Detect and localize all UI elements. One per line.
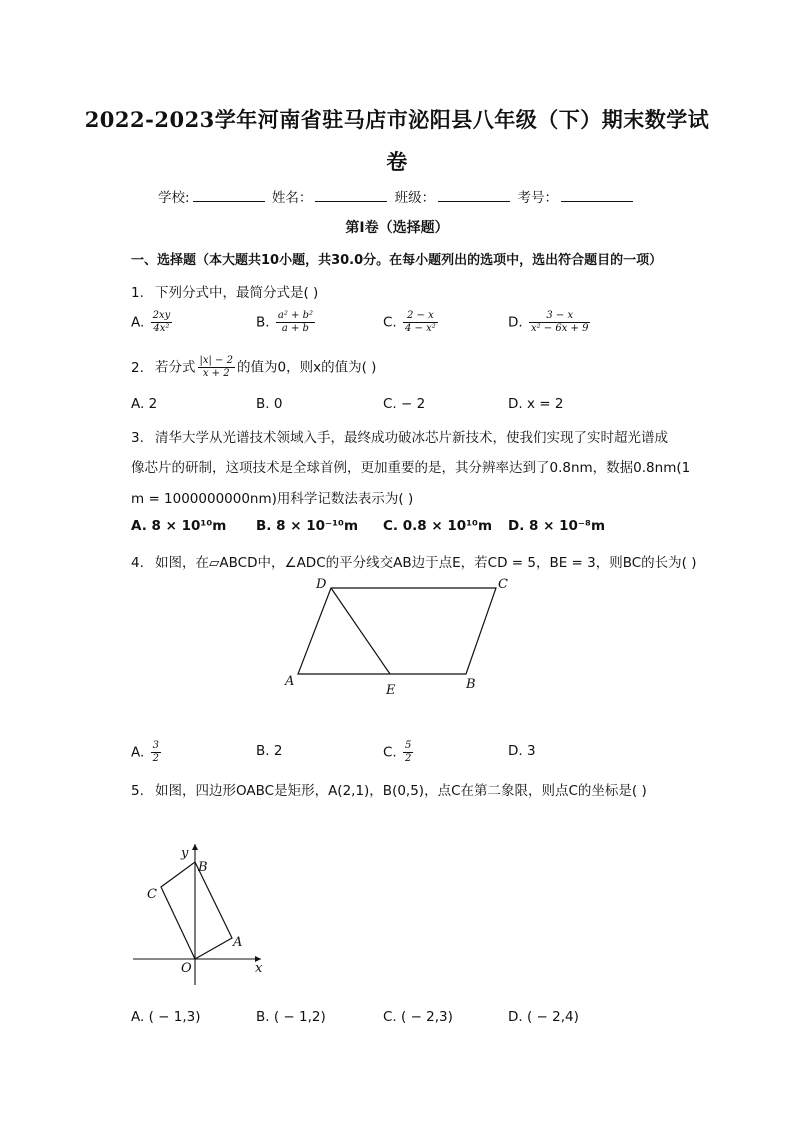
rectangle-oabc — [161, 862, 232, 959]
page-title-line2: 卷 — [386, 149, 408, 174]
q5-option-d[interactable]: D. ( − 2,4) — [508, 1009, 579, 1025]
part-title: 第Ⅰ卷（选择题） — [345, 220, 449, 236]
question-text: 如图，在▱ABCD中，∠ADC的平分线交AB边于点E，若CD = 5，BE = 3，则BC的长为( ) — [155, 555, 697, 571]
q1-option-c[interactable] — [383, 310, 440, 335]
q1-option-b[interactable] — [256, 310, 317, 335]
option-label: C. — [383, 744, 397, 761]
denominator: x² − 6x + 9 — [530, 323, 589, 334]
fraction — [151, 310, 173, 335]
q3-option-c[interactable]: C. 0.8 × 10¹⁰m — [383, 518, 493, 534]
student-info-row — [0, 186, 794, 206]
class-blank[interactable] — [438, 189, 510, 202]
coordinate-figure — [125, 838, 275, 988]
q5-option-b[interactable]: B. ( − 1,2) — [256, 1009, 326, 1025]
denominator: 2 — [405, 753, 412, 764]
question-1 — [131, 281, 318, 301]
numerator: 5 — [405, 740, 412, 751]
label-o: O — [181, 961, 192, 976]
denominator: 2 — [152, 753, 159, 764]
question-2 — [131, 355, 376, 380]
label-a: A — [285, 674, 295, 689]
question-number: 3. — [131, 430, 144, 446]
denominator: a + b — [281, 323, 309, 334]
option-label: A. — [131, 744, 145, 761]
question-3 — [131, 426, 668, 446]
y-axis-arrow — [192, 844, 198, 850]
q2-option-a[interactable]: A. 2 — [131, 396, 158, 412]
question-number: 1. — [131, 285, 144, 301]
question-3-line2: 像芯片的研制，这项技术是全球首例，更加重要的是，其分辨率达到了0.8nm，数据0.8nm(1 — [131, 460, 691, 476]
q2-option-d[interactable]: D. x = 2 — [508, 396, 564, 412]
q4-option-d[interactable]: D. 3 — [508, 743, 536, 759]
q4-option-a[interactable] — [131, 740, 163, 765]
exam-number-label: 考号： — [517, 190, 558, 206]
question-text-pre: 若分式 — [155, 359, 196, 376]
fraction — [198, 355, 235, 380]
q3-option-d[interactable]: D. 8 × 10⁻⁸m — [508, 518, 606, 534]
question-number: 4. — [131, 555, 144, 571]
exam-number-blank[interactable] — [561, 189, 633, 202]
fraction — [403, 310, 438, 335]
numerator: 2 − x — [403, 310, 438, 323]
page-title-line1: 2022-2023学年河南省驻马店市泌阳县八年级（下）期末数学试 — [84, 107, 710, 132]
label-c: C — [147, 887, 157, 902]
label-y: y — [181, 846, 189, 861]
denominator: x + 2 — [202, 368, 230, 379]
numerator: |x| − 2 — [199, 355, 233, 366]
numerator: a² + b² — [277, 310, 313, 321]
option-label: C. — [383, 314, 397, 331]
question-3-line3: m = 1000000000nm)用科学记数法表示为( ) — [131, 491, 414, 507]
q2-option-c[interactable]: C. − 2 — [383, 396, 426, 412]
numerator: 3 − x — [529, 310, 591, 323]
question-text: 下列分式中，最简分式是( ) — [155, 285, 319, 301]
option-label: B. — [256, 314, 270, 331]
option-label: D. — [508, 314, 523, 331]
parallelogram-figure — [280, 572, 520, 702]
name-label: 姓名： — [271, 190, 313, 206]
label-c: C — [498, 577, 508, 592]
fraction — [403, 740, 413, 765]
school-label: 学校: — [158, 190, 190, 206]
q1-option-a[interactable] — [131, 310, 174, 335]
fraction — [151, 740, 161, 765]
numerator: 2xy — [152, 310, 171, 321]
option-label: A. — [131, 314, 145, 331]
q5-option-c[interactable]: C. ( − 2,3) — [383, 1009, 453, 1025]
question-5 — [131, 779, 647, 799]
question-text-post: 的值为0，则x的值为( ) — [236, 359, 377, 376]
parallelogram-abcd — [298, 588, 496, 674]
q3-option-a[interactable]: A. 8 × 10¹⁰m — [131, 518, 227, 534]
name-blank[interactable] — [315, 189, 387, 202]
question-4 — [131, 551, 697, 571]
fraction — [529, 310, 591, 335]
label-b: B — [198, 860, 208, 875]
class-label: 班级： — [394, 190, 436, 206]
label-b: B — [466, 677, 476, 692]
label-a: A — [233, 935, 243, 950]
fraction — [276, 310, 315, 335]
label-d: D — [316, 577, 327, 592]
denominator: 4 − x² — [405, 323, 436, 334]
section-title: 一、选择题（本大题共10小题，共30.0分。在每小题列出的选项中，选出符合题目的一项） — [131, 253, 663, 268]
q4-option-b[interactable]: B. 2 — [256, 743, 283, 759]
label-x: x — [255, 961, 263, 976]
q4-option-c[interactable] — [383, 740, 415, 765]
question-number: 5. — [131, 783, 144, 799]
q3-option-b[interactable]: B. 8 × 10⁻¹⁰m — [256, 518, 359, 534]
q5-option-a[interactable]: A. ( − 1,3) — [131, 1009, 201, 1025]
numerator: 3 — [152, 740, 159, 751]
label-e: E — [386, 683, 396, 698]
denominator: 4x² — [153, 323, 170, 334]
question-text-line1: 清华大学从光谱技术领域入手，最终成功破冰芯片新技术，使我们实现了实时超光谱成 — [155, 430, 668, 446]
q2-option-b[interactable]: B. 0 — [256, 396, 283, 412]
question-text: 如图，四边形OABC是矩形，A(2,1)，B(0,5)，点C在第二象限，则点C的坐标是( ) — [155, 783, 647, 799]
school-blank[interactable] — [193, 189, 265, 202]
question-number: 2. — [131, 359, 144, 376]
bisector-de — [331, 588, 390, 674]
q1-option-d[interactable] — [508, 310, 592, 335]
